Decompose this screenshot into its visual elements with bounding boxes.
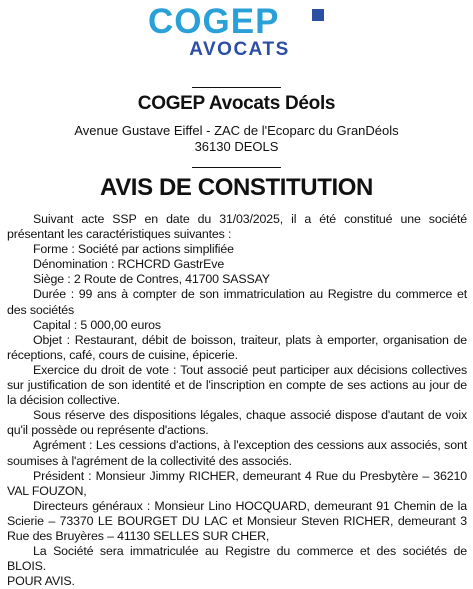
logo-subtitle: AVOCATS <box>189 39 290 60</box>
firm-name: COGEP Avocats Déols <box>137 93 336 114</box>
logo-square-icon <box>312 9 324 21</box>
notice-closing: POUR AVIS. <box>7 574 75 589</box>
notice-paragraph: Forme : Société par actions simplifiée <box>33 242 234 257</box>
notice-paragraph: Dénomination : RCHCRD GastrEve <box>33 257 225 272</box>
firm-address-line2: 36130 DEOLS <box>194 139 279 154</box>
divider-top <box>192 87 281 88</box>
notice-paragraph: Exercice du droit de vote : Tout associé peut participer aux décisions collectives sur justification de son identité et de l'inscription en compte de ses actions au jour de la décision collective. <box>7 362 467 408</box>
notice-paragraph: La Société sera immatriculée au Registre du commerce et des sociétés de BLOIS. <box>7 544 467 574</box>
notice-paragraph: Capital : 5 000,00 euros <box>33 317 161 332</box>
notice-title: AVIS DE CONSTITUTION <box>100 174 373 201</box>
notice-paragraph: Président : Monsieur Jimmy RICHER, demeurant 4 Rue du Presbytère – 36210 VAL FOUZON, <box>7 468 467 498</box>
notice-body <box>7 212 467 589</box>
notice-paragraph: Sous réserve des dispositions légales, chaque associé dispose d'autant de voix qu'il possède ou représente d'actions. <box>7 408 467 438</box>
divider-bottom <box>192 167 281 168</box>
notice-paragraph: Suivant acte SSP en date du 31/03/2025, il a été constitué une société présentant les caractéristiques suivantes : <box>7 212 467 242</box>
notice-paragraph: Objet : Restaurant, débit de boisson, traiteur, plats à emporter, organisation de réceptions, café, cours de cuisine, épicerie. <box>7 332 467 362</box>
logo-brand-text: COGEP <box>148 2 280 41</box>
firm-address-line1: Avenue Gustave Eiffel - ZAC de l'Ecoparc du GranDéols <box>74 123 399 138</box>
notice-paragraph: Durée : 99 ans à compter de son immatriculation au Registre du commerce et des sociétés <box>7 287 467 317</box>
cogep-logo <box>0 4 473 60</box>
notice-paragraph: Directeurs généraux : Monsieur Lino HOCQUARD, demeurant 91 Chemin de la Scierie – 73370 LE BOURGET DU LAC et Monsieur Steven RICHER, demeurant 3 Rue des Bruyères – 41130 SELLES SUR CHER, <box>7 498 467 543</box>
notice-paragraph: Agrément : Les cessions d'actions, à l'exception des cessions aux associés, sont soumises à l'agrément de la collectivité des associés. <box>7 438 467 468</box>
notice-paragraph: Siège : 2 Route de Contres, 41700 SASSAY <box>33 272 270 287</box>
